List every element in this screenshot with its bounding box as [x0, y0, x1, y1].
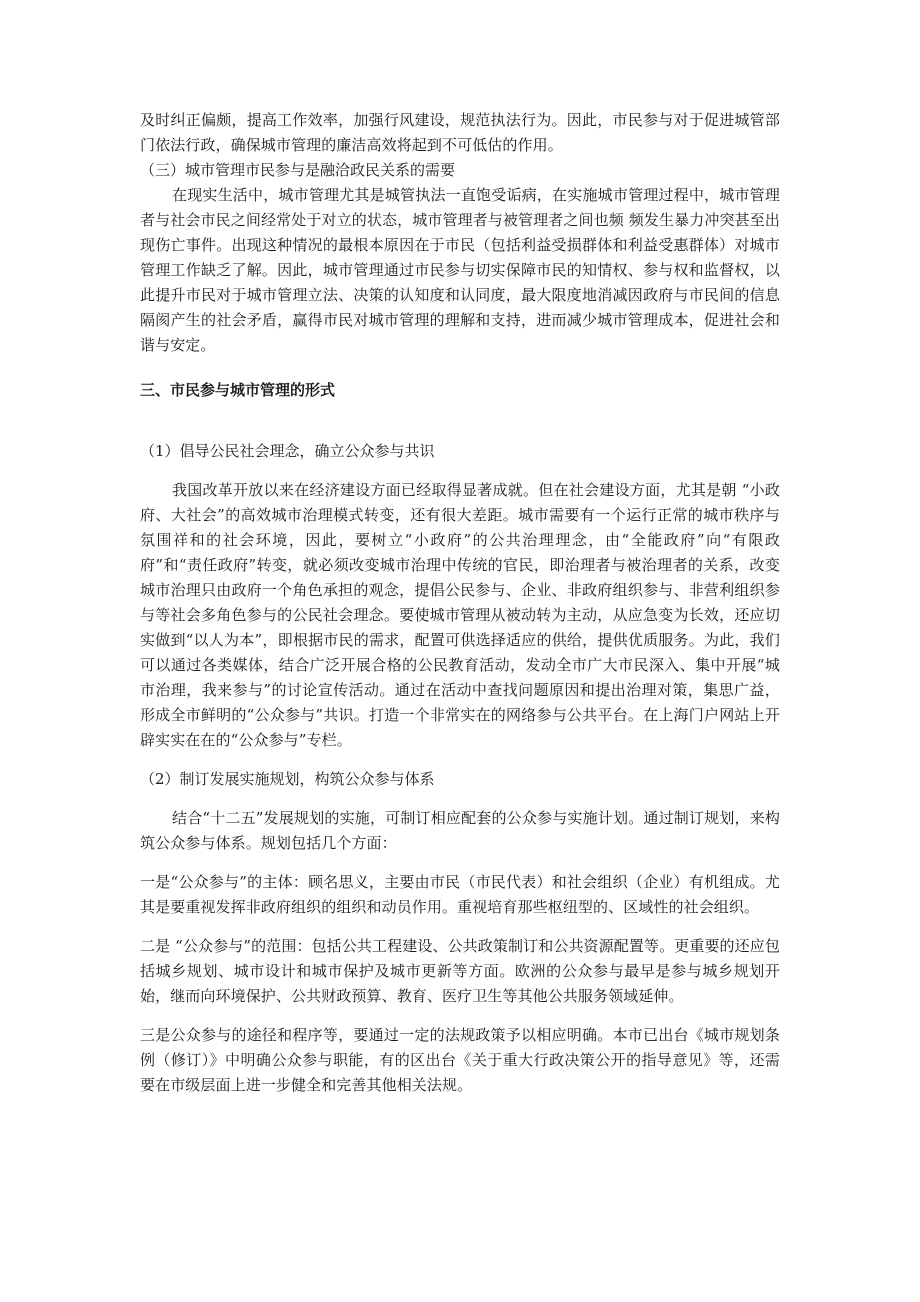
paragraph-relations: 在现实生活中，城市管理尤其是城管执法一直饱受诟病，在实施城市管理过程中，城市管理者与社会市民之间经常处于对立的状态，城市管理者与被管理者之间也频 频发生暴力冲突甚至出现伤亡事件。出现这种情况的最根本原因在于市民（包括利益受损群体和利益受惠群体）对城市管理工作缺乏了解。因此，城市管理通过市民参与切实保障市民的知情权、参与权和监督权，以此提升市民对于城市管理立法、决策的认知度和认同度，最大限度地消减因政府与市民间的信息隔阂产生的社会矛盾，赢得市民对城市管理的理解和支持，进而减少城市管理成本，促进社会和谐与安定。 — [140, 186, 780, 354]
item-heading-1: （1）倡导公民社会理念，确立公众参与共识 — [140, 442, 435, 460]
paragraph-subject: 一是“公众参与”的主体：顾名思义，主要由市民（市民代表）和社会组织（企业）有机组成。尤其是要重视发挥非政府组织的组织和动员作用。重视培育那些枢纽型的、区域性的社会组织。 — [140, 873, 780, 916]
paragraph-scope: 二是 “公众参与”的范围：包括公共工程建设、公共政策制订和公共资源配置等。更重要的还应包括城乡规划、城市设计和城市保护及城市更新等方面。欧洲的公众参与最早是参与城乡规划开始，继而向环境保护、公共财政预算、教育、医疗卫生等其他公共服务领域延伸。 — [140, 937, 780, 1005]
document-page — [140, 108, 780, 1098]
section-heading-3: 三、市民参与城市管理的形式 — [140, 381, 336, 399]
paragraph-civic-concept: 我国改革开放以来在经济建设方面已经取得显著成就。但在社会建设方面，尤其是朝 “小政府、大社会”的高效城市治理模式转变，还有很大差距。城市需要有一个运行正常的城市秩序与氛围祥和的社会环境，因此，要树立“小政府”的公共治理理念，由“全能政府”向“有限政府”和“责任政府”转变，就必须改变城市治理中传统的官民，即治理者与被治理者的关系，改变城市治理只由政府一个角色承担的观念，提倡公民参与、企业、非政府组织参与、非营利组织参与等社会多角色参与的公民社会理念。要使城市管理从被动转为主动，从应急变为长效，还应切实做到“以人为本”，即根据市民的需求，配置可供选择适应的供给，提供优质服务。为此，我们可以通过各类媒体，结合广泛开展合格的公民教育活动，发动全市广大市民深入、集中开展“城市治理，我来参与”的讨论宣传活动。通过在活动中查找问题原因和提出治理对策，集思广益，形成全市鲜明的“公众参与”共识。打造一个非常实在的网络参与公共平台。在上海门户网站上开辟实实在在的“公众参与”专栏。 — [140, 481, 780, 749]
paragraph-plan: 结合“十二五”发展规划的实施，可制订相应配套的公众参与实施计划。通过制订规划，来构筑公众参与体系。规划包括几个方面： — [140, 809, 780, 852]
paragraph-procedure: 三是公众参与的途径和程序等，要通过一定的法规政策予以相应明确。本市已出台《城市规划条例（修订）》中明确公众参与职能，有的区出台《关于重大行政决策公开的指导意见》等，还需要在市级层面上进一步健全和完善其他相关法规。 — [140, 1026, 780, 1094]
paragraph-conclusion-2: 及时纠正偏颇，提高工作效率，加强行风建设，规范执法行为。因此，市民参与对于促进城管部门依法行政，确保城市管理的廉洁高效将起到不可低估的作用。 — [140, 111, 780, 154]
item-heading-2: （2）制订发展实施规划，构筑公众参与体系 — [140, 770, 435, 788]
subheading-3: （三）城市管理市民参与是融洽政民关系的需要 — [140, 161, 456, 179]
